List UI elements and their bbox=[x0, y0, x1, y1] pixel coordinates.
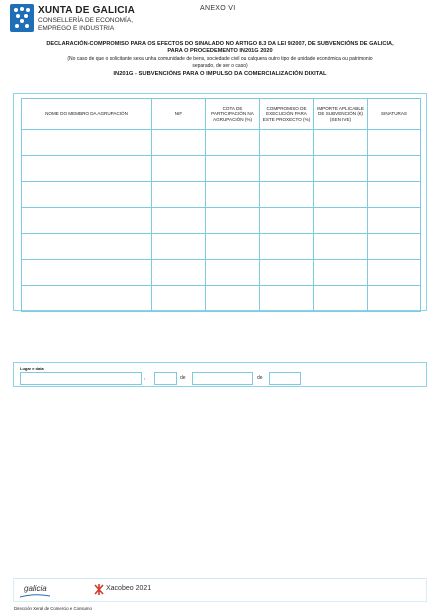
day-input[interactable] bbox=[154, 372, 177, 385]
table-cell-input[interactable] bbox=[314, 286, 368, 312]
table-cell-input[interactable] bbox=[368, 156, 421, 182]
table-cell-input[interactable] bbox=[152, 182, 206, 208]
column-header: NIF bbox=[152, 99, 206, 130]
title-note-2: separado, de ser o caso) bbox=[192, 63, 248, 70]
table-cell-input[interactable] bbox=[368, 234, 421, 260]
table-row bbox=[22, 234, 421, 260]
table-cell-input[interactable] bbox=[314, 156, 368, 182]
table-cell-input[interactable] bbox=[152, 130, 206, 156]
table-cell-input[interactable] bbox=[314, 234, 368, 260]
table-cell-input[interactable] bbox=[314, 130, 368, 156]
galicia-logo-text: galicia bbox=[24, 584, 47, 593]
table-cell-input[interactable] bbox=[22, 260, 152, 286]
place-date-section bbox=[13, 362, 427, 387]
table-cell-input[interactable] bbox=[260, 260, 314, 286]
table-cell-input[interactable] bbox=[206, 208, 260, 234]
department-name bbox=[38, 17, 178, 33]
table-row bbox=[22, 130, 421, 156]
table-cell-input[interactable] bbox=[368, 208, 421, 234]
table-cell-input[interactable] bbox=[22, 208, 152, 234]
table-row bbox=[22, 208, 421, 234]
table-cell-input[interactable] bbox=[314, 208, 368, 234]
table-cell-input[interactable] bbox=[206, 234, 260, 260]
footer-divider bbox=[13, 578, 427, 579]
comma-separator: , bbox=[144, 375, 146, 381]
table-cell-input[interactable] bbox=[206, 286, 260, 312]
table-cell-input[interactable] bbox=[260, 156, 314, 182]
table-cell-input[interactable] bbox=[260, 286, 314, 312]
table-body bbox=[22, 130, 421, 312]
column-header: SINATURAS bbox=[368, 99, 421, 130]
table-cell-input[interactable] bbox=[22, 286, 152, 312]
table-cell-input[interactable] bbox=[22, 130, 152, 156]
table-header-row bbox=[22, 99, 421, 130]
de-separator-1: de bbox=[180, 375, 186, 381]
document-title bbox=[18, 41, 422, 78]
table-cell-input[interactable] bbox=[368, 260, 421, 286]
table-cell-input[interactable] bbox=[206, 182, 260, 208]
table-cell-input[interactable] bbox=[368, 182, 421, 208]
table-row bbox=[22, 182, 421, 208]
table-row bbox=[22, 286, 421, 312]
table-cell-input[interactable] bbox=[22, 156, 152, 182]
members-table-frame bbox=[13, 93, 427, 311]
title-line-1: DECLARACIÓN-COMPROMISO PARA OS EFECTOS DO SINALADO NO ARTIGO 8.3 DA LEI 9/2007, DE SUBVENCIÓNS DE GALICIA, bbox=[46, 41, 394, 47]
table-cell-input[interactable] bbox=[152, 208, 206, 234]
table-cell-input[interactable] bbox=[152, 234, 206, 260]
xacobeo-logo-text: Xacobeo 2021 bbox=[106, 585, 152, 592]
table-cell-input[interactable] bbox=[368, 130, 421, 156]
table-row bbox=[22, 260, 421, 286]
table-cell-input[interactable] bbox=[22, 234, 152, 260]
table-cell-input[interactable] bbox=[152, 286, 206, 312]
year-input[interactable] bbox=[269, 372, 301, 385]
table-row bbox=[22, 156, 421, 182]
table-cell-input[interactable] bbox=[206, 156, 260, 182]
table-cell-input[interactable] bbox=[152, 260, 206, 286]
xunta-crest-icon bbox=[10, 4, 34, 32]
column-header: COTA DE PARTICIPACIÓN NA AGRUPACIÓN (%) bbox=[206, 99, 260, 130]
de-separator-2: de bbox=[257, 375, 263, 381]
annex-label: ANEXO VI bbox=[200, 5, 236, 12]
column-header: IMPORTE APLICABLE DE SUBVENCIÓN (€) (SEN IVE) bbox=[314, 99, 368, 130]
table-cell-input[interactable] bbox=[260, 234, 314, 260]
month-input[interactable] bbox=[192, 372, 253, 385]
page-header bbox=[10, 4, 430, 38]
xacobeo-icon bbox=[94, 584, 104, 595]
table-cell-input[interactable] bbox=[152, 156, 206, 182]
place-date-label: Lugar e data bbox=[20, 366, 44, 371]
page-footer bbox=[13, 580, 427, 602]
table-cell-input[interactable] bbox=[260, 130, 314, 156]
members-table bbox=[21, 98, 421, 312]
place-input[interactable] bbox=[20, 372, 142, 385]
table-cell-input[interactable] bbox=[260, 182, 314, 208]
directorate-name: Dirección Xeral de Comercio e Consumo bbox=[14, 606, 92, 611]
title-line-2: PARA O PROCEDEMENTO IN201G 2020 bbox=[167, 48, 273, 54]
procedure-title: IN201G - SUBVENCIÓNS PARA O IMPULSO DA COMERCIALIZACIÓN DIXITAL bbox=[113, 70, 327, 77]
table-cell-input[interactable] bbox=[314, 182, 368, 208]
table-cell-input[interactable] bbox=[206, 260, 260, 286]
table-cell-input[interactable] bbox=[22, 182, 152, 208]
column-header: NOME DO MEMBRO DA AGRUPACIÓN bbox=[22, 99, 152, 130]
table-cell-input[interactable] bbox=[206, 130, 260, 156]
table-cell-input[interactable] bbox=[314, 260, 368, 286]
department-line-1: CONSELLERÍA DE ECONOMÍA, bbox=[38, 17, 133, 24]
title-note-1: (No caso de que o solicitante sexa unha comunidade de bens, sociedade civil ou calquera outro tipo de unidade económica ou patrimonio bbox=[67, 56, 373, 62]
galicia-swoosh-icon bbox=[20, 594, 50, 598]
department-line-2: EMPREGO E INDUSTRIA bbox=[38, 25, 115, 32]
table-cell-input[interactable] bbox=[368, 286, 421, 312]
table-cell-input[interactable] bbox=[260, 208, 314, 234]
org-name: XUNTA DE GALICIA bbox=[38, 5, 136, 16]
column-header: COMPROMISO DE EXECUCIÓN PARA ESTE PROXECTO (%) bbox=[260, 99, 314, 130]
